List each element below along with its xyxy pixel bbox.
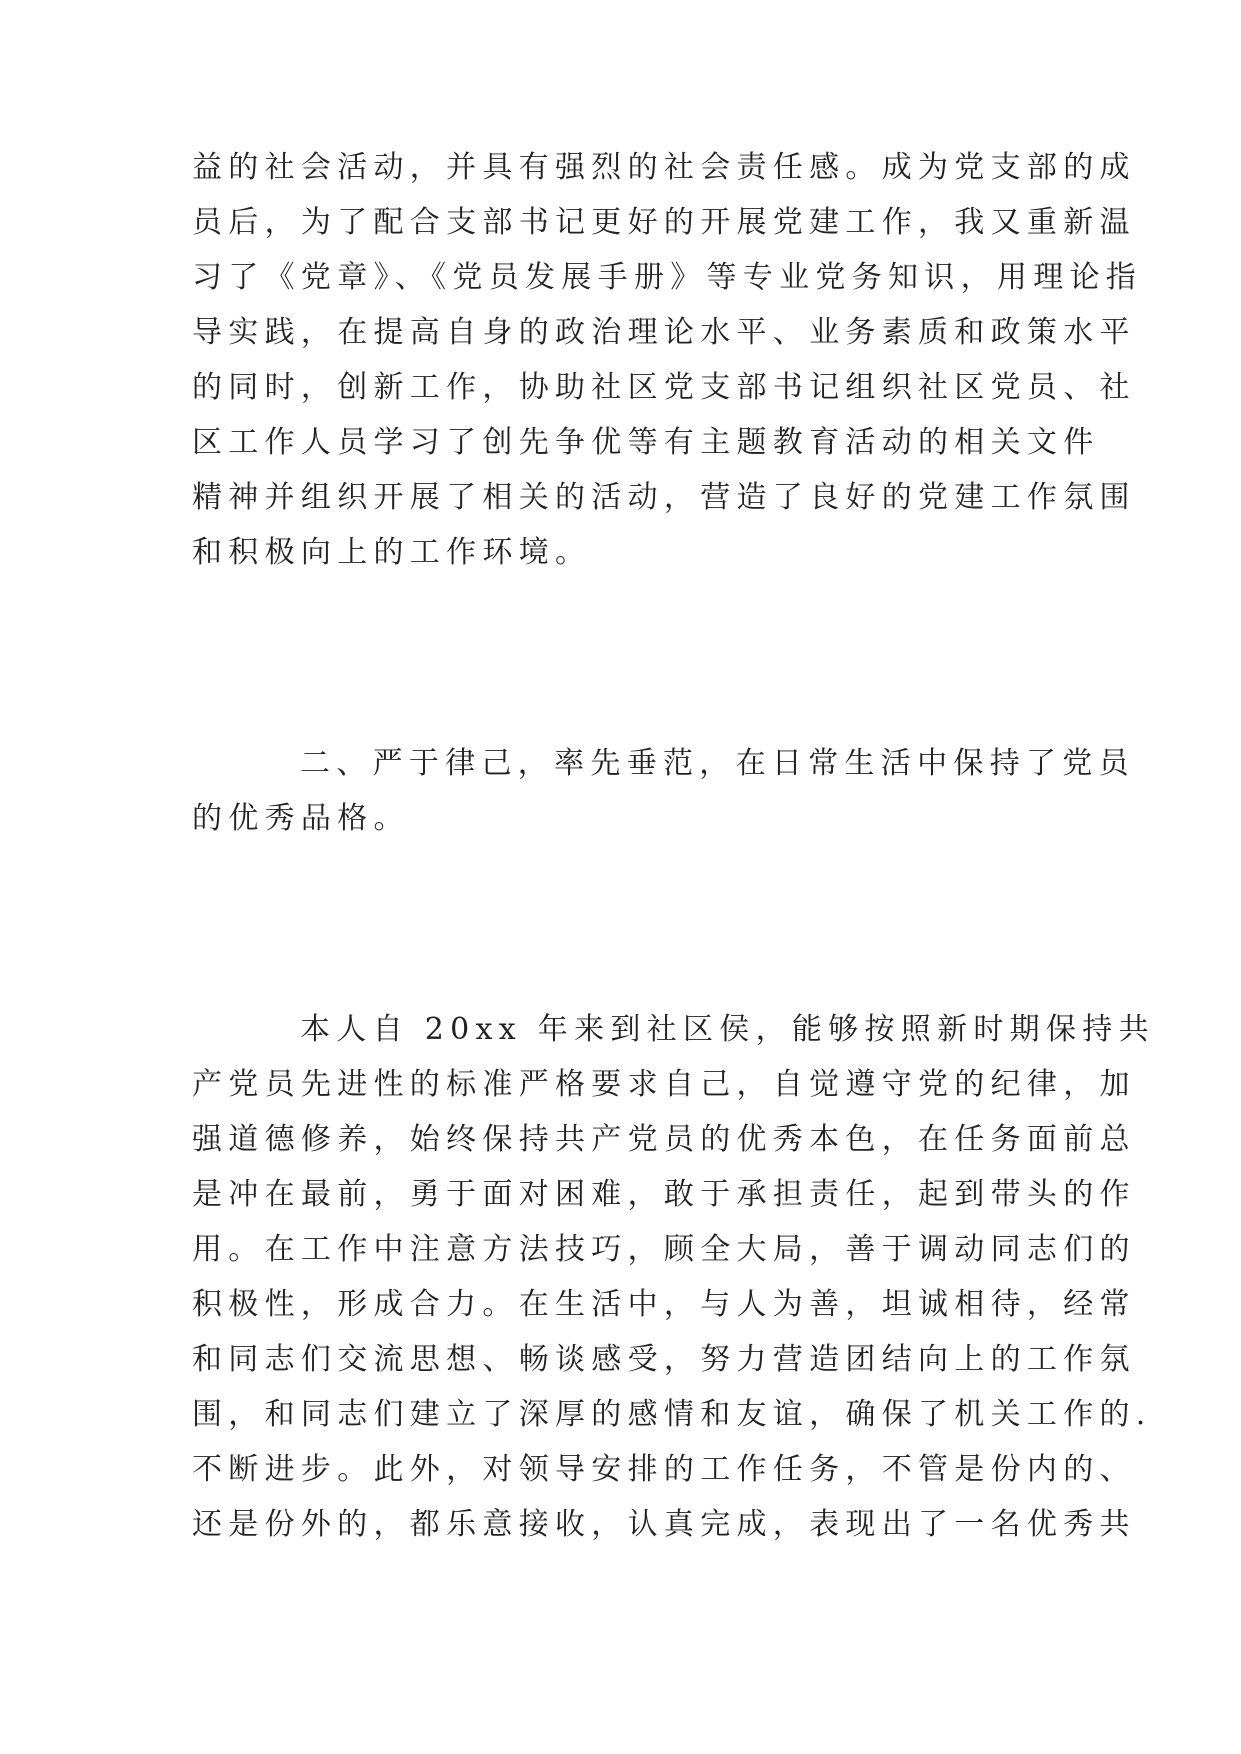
paragraph-1-line: 的同时，创新工作，协助社区党支部书记组织社区党员、社 [192, 370, 1136, 405]
section-heading-line: 的优秀品格。 [192, 801, 410, 836]
paragraph-3-line: 产党员先进性的标准严格要求自己，自觉遵守党的纪律，加 [192, 1067, 1136, 1102]
paragraph-3-line: 还是份外的，都乐意接收，认真完成，表现出了一名优秀共 [192, 1507, 1136, 1542]
paragraph-3-line: 不断进步。此外，对领导安排的工作任务，不管是份内的、 [192, 1452, 1136, 1487]
paragraph-3-line: 是冲在最前，勇于面对困难，敢于承担责任，起到带头的作 [192, 1177, 1136, 1212]
paragraph-1-line: 区工作人员学习了创先争优等有主题教育活动的相关文件 [192, 425, 1100, 460]
paragraph-3-line: 强道德修养，始终保持共产党员的优秀本色，在任务面前总 [192, 1122, 1136, 1157]
paragraph-1-line: 精神并组织开展了相关的活动，营造了良好的党建工作氛围 [192, 480, 1136, 515]
paragraph-3-line: 和同志们交流思想、畅谈感受，努力营造团结向上的工作氛 [192, 1342, 1136, 1377]
paragraph-3-line: 积极性，形成合力。在生活中，与人为善，坦诚相待，经常 [192, 1287, 1136, 1322]
paragraph-1-line: 员后，为了配合支部书记更好的开展党建工作，我又重新温 [192, 205, 1136, 240]
paragraph-1-line: 导实践，在提高自身的政治理论水平、业务素质和政策水平 [192, 315, 1136, 350]
paragraph-3-line: 围，和同志们建立了深厚的感情和友谊，确保了机关工作的. [192, 1397, 1152, 1432]
section-heading-line: 二、严于律己，率先垂范，在日常生活中保持了党员 [300, 746, 1135, 781]
paragraph-1-line: 益的社会活动，并具有强烈的社会责任感。成为党支部的成 [192, 150, 1136, 185]
paragraph-1-line: 和积极向上的工作环境。 [192, 535, 592, 570]
paragraph-3-line: 本人自 20xx 年来到社区侯，能够按照新时期保持共 [300, 1012, 1155, 1047]
paragraph-3-line: 用。在工作中注意方法技巧，顾全大局，善于调动同志们的 [192, 1232, 1136, 1267]
paragraph-1-line: 习了《党章》、《党员发展手册》等专业党务知识，用理论指 [192, 260, 1143, 295]
